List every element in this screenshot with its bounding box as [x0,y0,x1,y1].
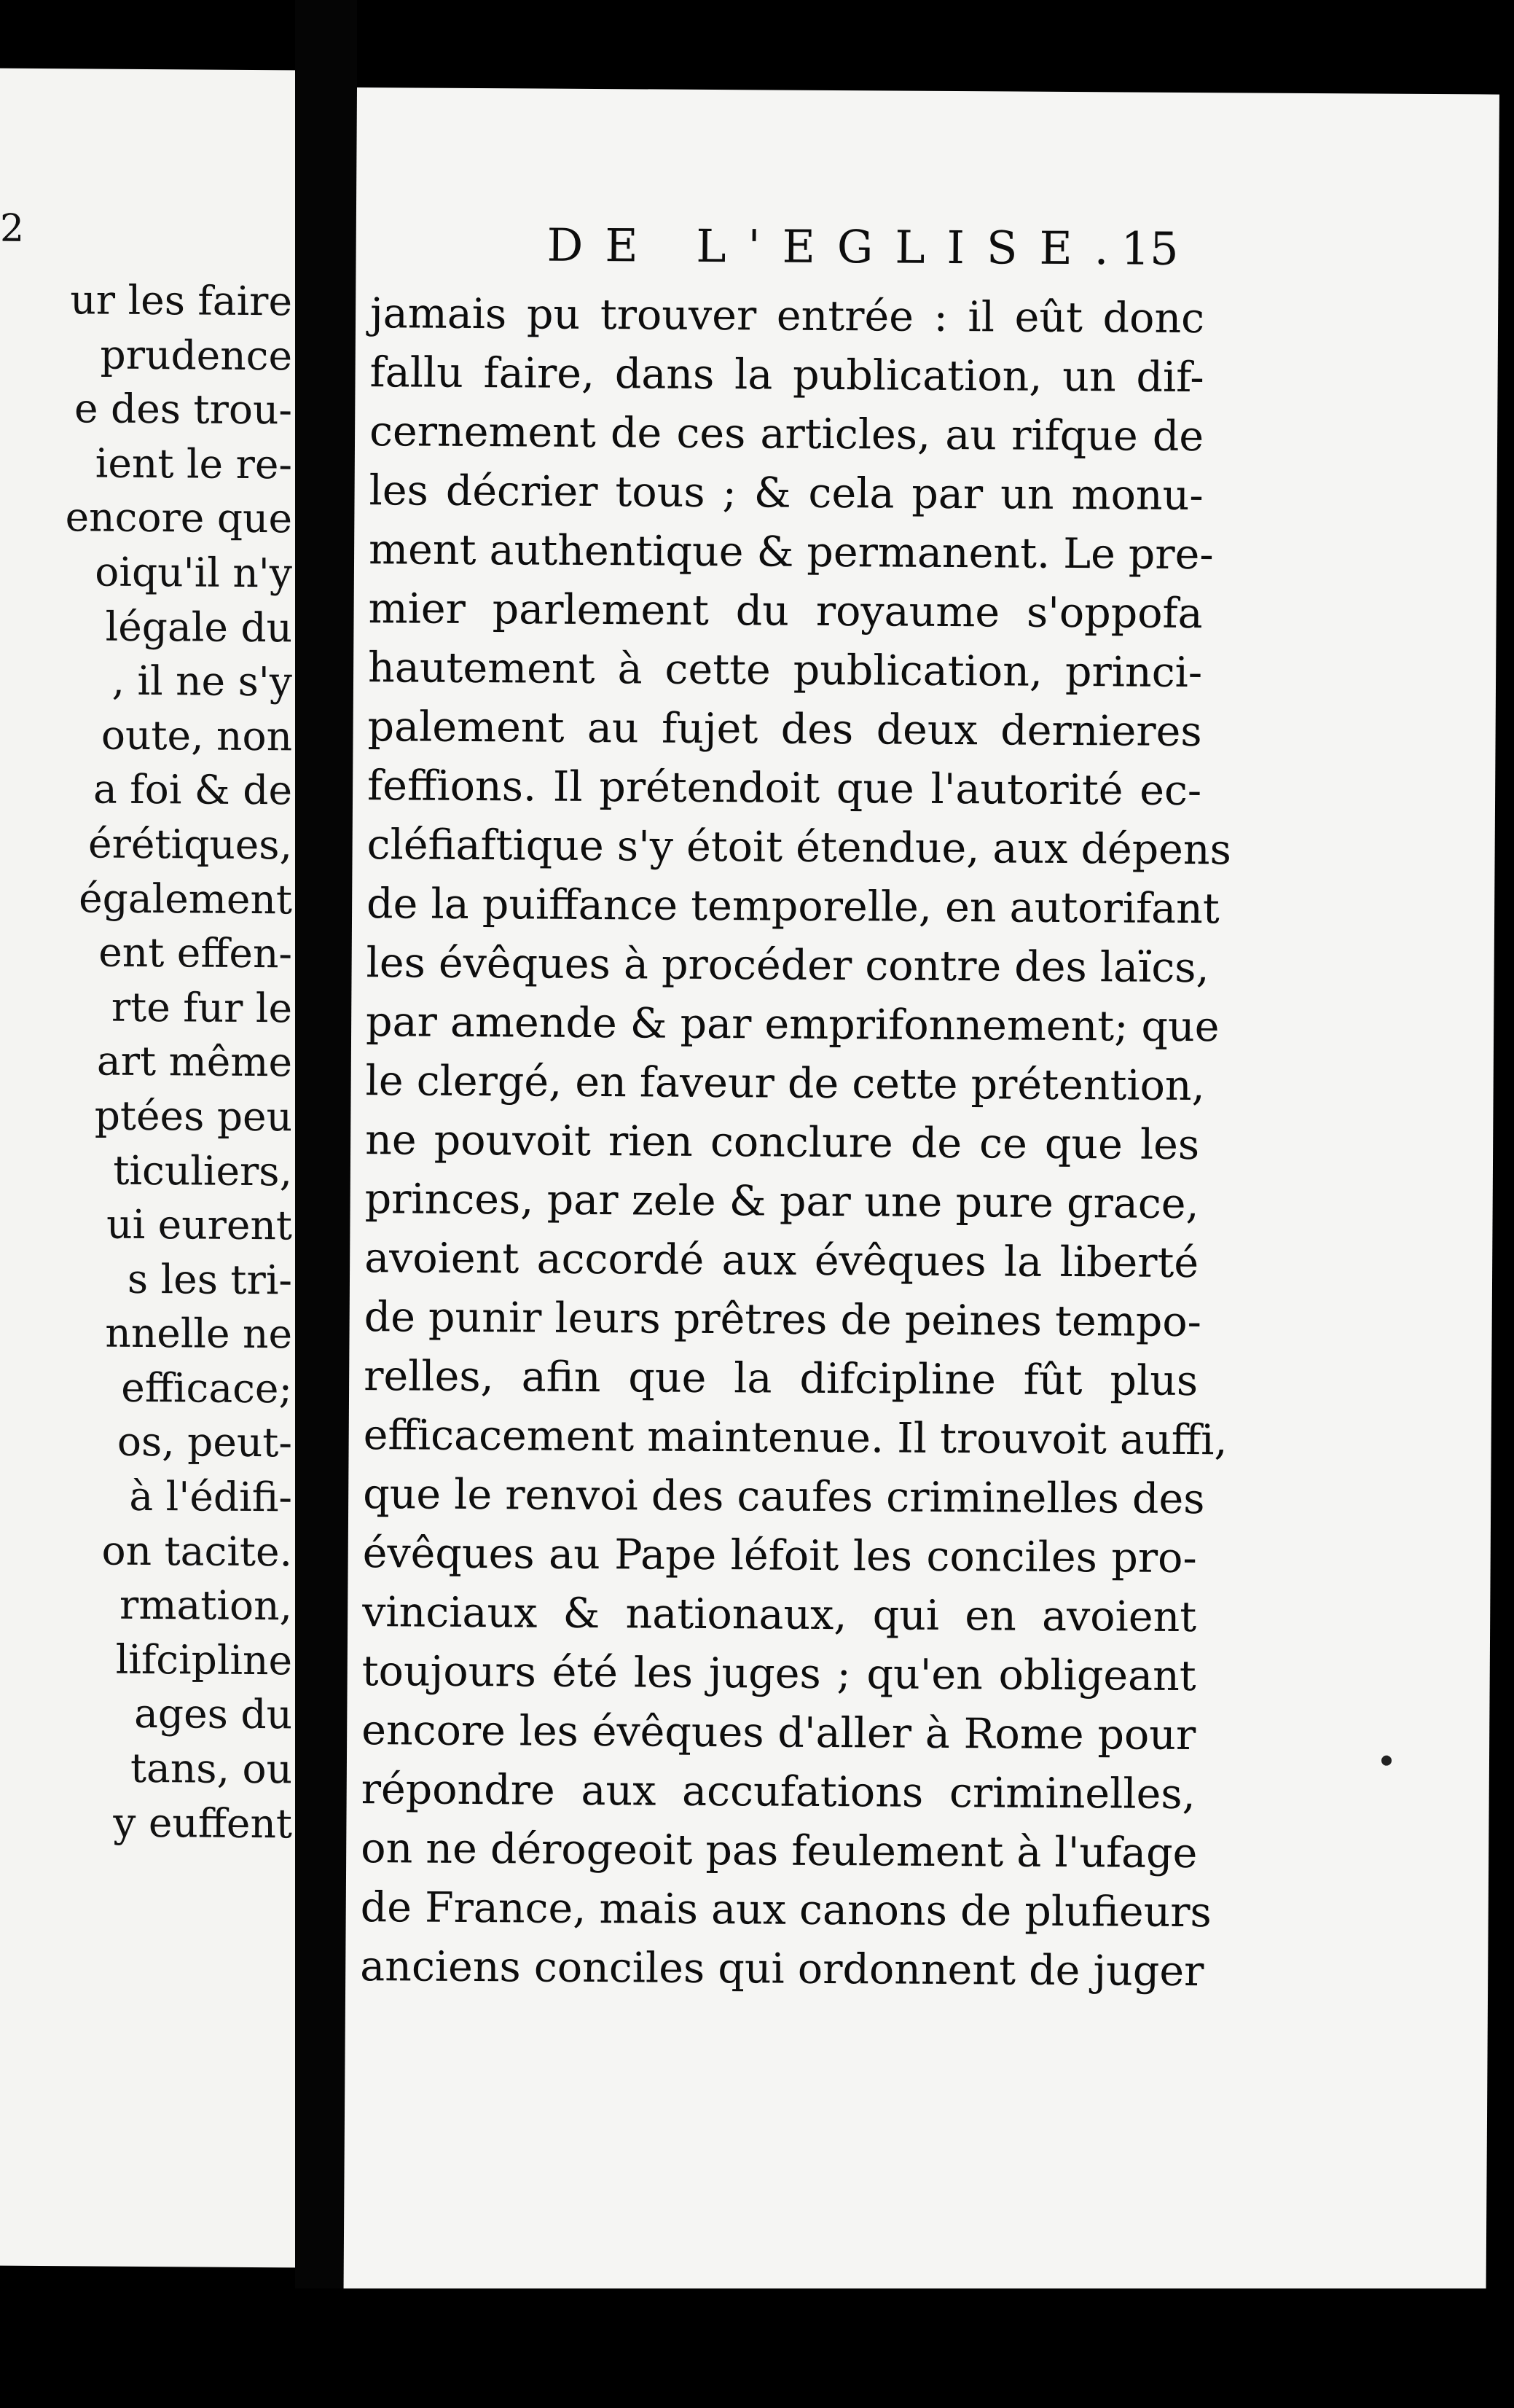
left-text-line: art même [96,1037,292,1086]
page-number: 15 [1121,222,1179,275]
left-text-line: on tacite. [101,1527,292,1576]
left-text-line: ur les faire [70,276,292,325]
text-line: cléfiaftique s'y étoit étendue, aux dépens [366,821,1232,875]
text-line: encore les évêques d'aller à Rome pour [361,1706,1196,1760]
left-text-line: encore que [65,493,292,542]
text-line: les décrier tous ; & cela par un monu- [369,466,1204,520]
left-text-line: y euffent [113,1799,292,1848]
text-line: que le renvoi des caufes criminelles des [363,1470,1205,1524]
text-line: de la puiffance temporelle, en autorifant [366,880,1220,934]
text-line: jamais pu trouver entrée : il eût donc [369,289,1205,343]
text-line: mier parlement du royaume s'oppofa [368,585,1203,638]
text-line: vinciaux & nationaux, qui en avoient [362,1588,1197,1642]
left-text-line: ages du [134,1690,292,1738]
left-text-line: oiqu'il n'y [95,548,292,597]
left-text-line: prudence [100,331,292,379]
left-text-line: e des trou- [74,385,292,434]
left-text-line: à l'édifi- [129,1472,292,1521]
text-line: fallu faire, dans la publication, un dif- [369,348,1204,402]
left-text-line: légale du [105,603,292,651]
left-text-line: a foi & de [93,765,292,814]
left-page-mark: 2 [0,206,25,251]
right-page [344,87,1499,2296]
text-line: ne pouvoit rien conclure de ce que les [364,1116,1200,1170]
text-line: princes, par zele & par une pure grace, [364,1175,1199,1229]
text-line: par amende & par emprifonnement; que [365,998,1220,1052]
running-head [356,217,1499,290]
text-line: le clergé, en faveur de cette prétention, [365,1057,1205,1111]
left-text-line: ent effen- [98,929,292,977]
text-line: feffions. Il prétendoit que l'autorité ec- [366,762,1202,816]
text-line: de punir leurs prêtres de peines tempo- [364,1293,1202,1347]
left-text-line: s les tri- [127,1255,292,1304]
text-line: cernement de ces articles, au rifque de [369,407,1204,461]
text-line: ment authentique & permanent. Le pre- [368,525,1214,579]
left-text-line: os, peut- [117,1418,292,1466]
text-line: anciens conciles qui ordonnent de juger [360,1942,1204,1996]
left-page-fragment [0,69,295,2268]
left-text-line: ticuliers, [113,1146,292,1195]
running-title: DE L'EGLISE. [546,218,1131,275]
text-line: avoient accordé aux évêques la liberté [364,1234,1199,1288]
text-line: évêques au Pape léfoit les conciles pro- [362,1529,1197,1583]
scan-bottom-border [0,2288,1514,2408]
left-text-line: rmation, [119,1581,292,1630]
left-page-text [0,273,295,1851]
text-line: on ne dérogeoit pas feulement à l'ufage [361,1824,1198,1878]
text-line: toujours été les juges ; qu'en obligeant [361,1647,1196,1701]
text-line: de France, mais aux canons de plufieurs [360,1883,1212,1937]
left-text-line: rte fur le [111,983,292,1032]
left-text-line: oute, non [101,711,292,760]
ink-speck [1381,1756,1392,1766]
left-text-line: , il ne s'y [111,657,292,705]
left-text-line: tans, ou [130,1744,292,1793]
text-line: palement au fujet des deux dernieres [367,703,1202,757]
text-line: hautement à cette publication, princi- [367,644,1203,697]
left-text-line: nnelle ne [105,1309,292,1358]
left-text-line: également [79,874,292,923]
text-line: les évêques à procéder contre des laïcs, [366,939,1209,993]
body-text [360,284,1232,2001]
left-text-line: efficace; [121,1364,292,1412]
left-text-line: ptées peu [94,1092,292,1141]
left-text-line: lifcipline [115,1635,292,1684]
left-text-line: ient le re- [95,439,292,488]
text-line: répondre aux accufations criminelles, [361,1765,1196,1819]
left-text-line: érétiques, [88,820,292,869]
left-text-line: ui eurent [106,1200,292,1249]
text-line: efficacement maintenue. Il trouvoit auffi, [363,1411,1228,1465]
text-line: relles, afin que la difcipline fût plus [363,1352,1199,1406]
